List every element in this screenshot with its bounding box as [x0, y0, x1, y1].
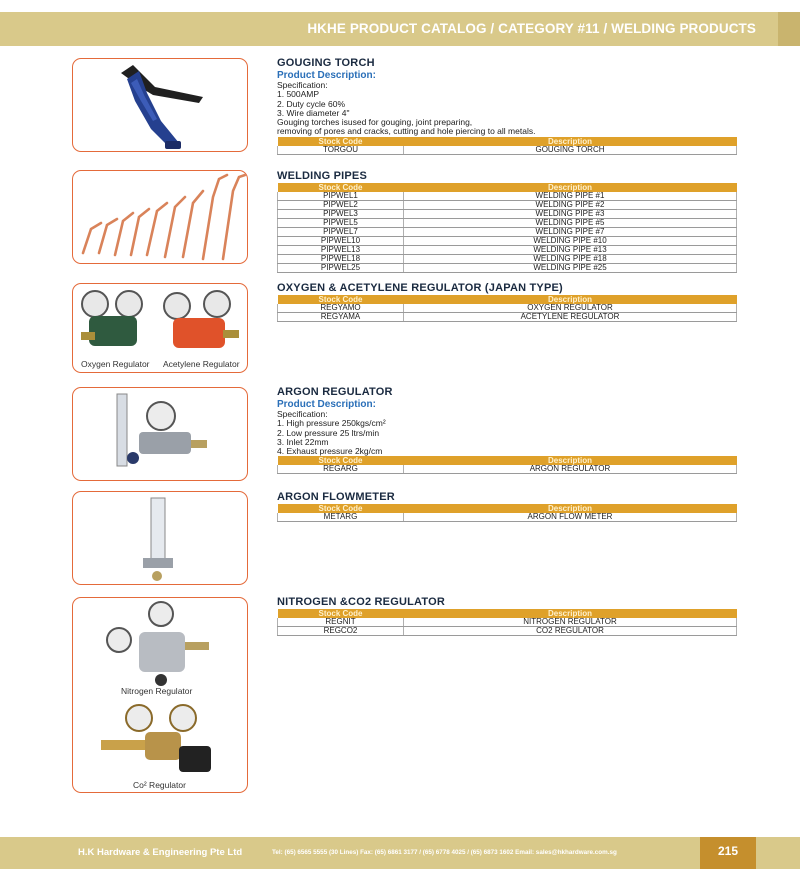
description-header: Description: [404, 456, 737, 465]
description-header: Description: [404, 295, 737, 304]
description-cell: ACETYLENE REGULATOR: [404, 313, 737, 322]
description-cell: WELDING PIPE #7: [404, 228, 737, 237]
stock-code-header: Stock Code: [278, 183, 404, 192]
spec-line: 3. Wire diameter 4": [277, 107, 350, 118]
section-title: ARGON FLOWMETER: [277, 491, 395, 503]
table-row: [278, 146, 737, 155]
description-header: Description: [404, 183, 737, 192]
stock-code-header: Stock Code: [278, 137, 404, 146]
spec-line: Specification:: [277, 409, 328, 419]
description-cell: WELDING PIPE #25: [404, 264, 737, 273]
table-row: [278, 313, 737, 322]
stock-code-cell: PIPWEL3: [278, 210, 404, 219]
description-cell: OXYGEN REGULATOR: [404, 304, 737, 313]
section-title: NITROGEN &CO2 REGULATOR: [277, 596, 445, 608]
spec-line: 1. High pressure 250kgs/cm²: [277, 418, 386, 429]
page-header-title: HKHE PRODUCT CATALOG / CATEGORY #11 / WELDING PRODUCTS: [307, 21, 756, 36]
acetylene-regulator-caption: Acetylene Regulator: [163, 359, 240, 369]
welding-pipes-illustration: [73, 171, 248, 264]
gouging-torch-image-frame: [72, 58, 248, 152]
header-bar: [0, 12, 800, 46]
description-cell: ARGON FLOW METER: [404, 513, 737, 522]
section-title: GOUGING TORCH: [277, 57, 375, 69]
stock-table: [277, 137, 737, 155]
stock-code-header: Stock Code: [278, 295, 404, 304]
description-cell: NITROGEN REGULATOR: [404, 618, 737, 627]
stock-code-cell: METARG: [278, 513, 404, 522]
oxygen-regulator-caption: Oxygen Regulator: [81, 359, 150, 369]
stock-code-cell: PIPWEL18: [278, 255, 404, 264]
stock-code-cell: REGNIT: [278, 618, 404, 627]
footer-bar: [0, 837, 800, 869]
argon-regulator-illustration: [73, 388, 248, 481]
argon-flowmeter-image-frame: [72, 491, 248, 585]
description-cell: WELDING PIPE #1: [404, 192, 737, 201]
nitrogen-co2-image-frame: [72, 597, 248, 793]
table-row: [278, 264, 737, 273]
spec-line: 2. Low pressure 25 ltrs/min: [277, 427, 380, 438]
stock-code-header: Stock Code: [278, 456, 404, 465]
description-header: Description: [404, 504, 737, 513]
table-row: [278, 513, 737, 522]
stock-code-cell: PIPWEL1: [278, 192, 404, 201]
stock-code-cell: REGYAMA: [278, 313, 404, 322]
description-cell: WELDING PIPE #3: [404, 210, 737, 219]
spec-line: Gouging torches isused for gouging, joint preparing,: [277, 117, 473, 128]
argon-flowmeter-section: [277, 491, 737, 522]
stock-code-cell: PIPWEL13: [278, 246, 404, 255]
description-cell: ARGON REGULATOR: [404, 465, 737, 474]
oxy-acetylene-image-frame: [72, 283, 248, 373]
description-cell: CO2 REGULATOR: [404, 627, 737, 636]
spec-line: 4. Exhaust pressure 2kg/cm: [277, 446, 383, 457]
stock-table: [277, 456, 737, 474]
oxy-acetylene-section: [277, 282, 737, 322]
co2-regulator-caption: Co² Regulator: [133, 780, 186, 790]
stock-table: [277, 504, 737, 522]
gouging-torch-section: [277, 57, 737, 155]
description-cell: GOUGING TORCH: [404, 146, 737, 155]
stock-code-cell: PIPWEL25: [278, 264, 404, 273]
nitrogen-regulator-caption: Nitrogen Regulator: [121, 686, 193, 696]
table-row: [278, 465, 737, 474]
description-cell: WELDING PIPE #10: [404, 237, 737, 246]
company-name: H.K Hardware & Engineering Pte Ltd: [78, 847, 243, 858]
description-cell: WELDING PIPE #13: [404, 246, 737, 255]
header-end-cap: [778, 12, 800, 46]
stock-code-header: Stock Code: [278, 609, 404, 618]
page-number: 215: [700, 837, 756, 869]
section-title: OXYGEN & ACETYLENE REGULATOR (JAPAN TYPE): [277, 282, 563, 294]
stock-code-cell: TORGOU: [278, 146, 404, 155]
argon-regulator-image-frame: [72, 387, 248, 481]
description-cell: WELDING PIPE #5: [404, 219, 737, 228]
welding-pipes-image-frame: [72, 170, 248, 264]
product-description-heading: Product Description:: [277, 70, 376, 81]
description-header: Description: [404, 609, 737, 618]
stock-code-cell: PIPWEL7: [278, 228, 404, 237]
table-row: [278, 627, 737, 636]
stock-table: [277, 295, 737, 322]
gouging-torch-illustration: [73, 59, 248, 152]
stock-code-header: Stock Code: [278, 504, 404, 513]
spec-line: Specification:: [277, 80, 328, 90]
spec-line: 2. Duty cycle 60%: [277, 98, 346, 109]
description-cell: WELDING PIPE #2: [404, 201, 737, 210]
description-cell: WELDING PIPE #18: [404, 255, 737, 264]
stock-code-cell: REGARG: [278, 465, 404, 474]
stock-code-cell: PIPWEL2: [278, 201, 404, 210]
section-title: WELDING PIPES: [277, 170, 367, 182]
argon-regulator-section: [277, 386, 737, 474]
spec-line: 1. 500AMP: [277, 89, 320, 100]
stock-code-cell: REGCO2: [278, 627, 404, 636]
section-title: ARGON REGULATOR: [277, 386, 393, 398]
product-description-heading: Product Description:: [277, 399, 376, 410]
stock-code-cell: PIPWEL5: [278, 219, 404, 228]
stock-code-cell: PIPWEL10: [278, 237, 404, 246]
description-header: Description: [404, 137, 737, 146]
stock-code-cell: REGYAMO: [278, 304, 404, 313]
stock-table: [277, 609, 737, 636]
spec-line: 3. Inlet 22mm: [277, 436, 329, 447]
spec-line: removing of pores and cracks, cutting and hole piercing to all metals.: [277, 126, 536, 137]
argon-flowmeter-illustration: [73, 492, 248, 585]
contact-info: Tel: (65) 6565 5555 (30 Lines) Fax: (65) 6861 3177 / (65) 6778 4025 / (65) 6873 1602 Email: sales@hkhardware.com.sg: [272, 849, 617, 856]
stock-table: [277, 183, 737, 273]
nitrogen-co2-section: [277, 596, 737, 636]
welding-pipes-section: [277, 170, 737, 273]
